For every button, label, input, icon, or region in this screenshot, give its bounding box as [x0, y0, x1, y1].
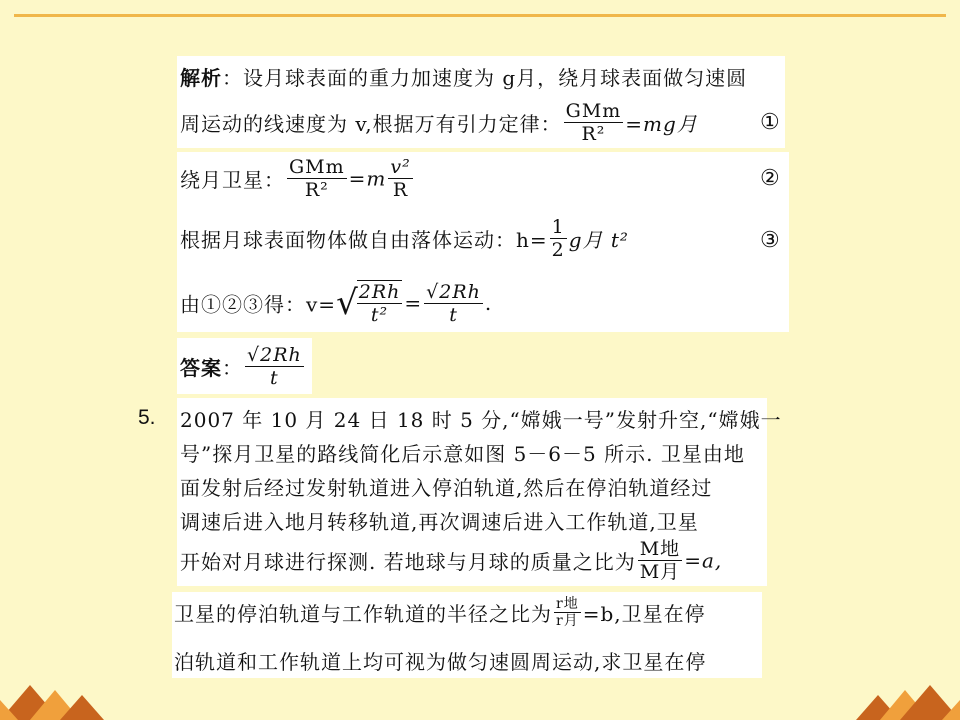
question-number: 5. — [138, 406, 156, 429]
question-line-3: 面发射后经过发射轨道进入停泊轨道,然后在停泊轨道经过 — [180, 476, 713, 500]
fraction-numerator: 1 — [551, 216, 565, 238]
question-line-6-text: 卫星的停泊轨道与工作轨道的半径之比为 — [174, 602, 552, 626]
solution-line-5-eq: = — [404, 291, 423, 315]
gravity-fraction-1 — [564, 100, 624, 145]
question-line-2: 号”探月卫星的路线简化后示意如图 5－6－5 所示. 卫星由地 — [180, 442, 745, 466]
sqrt-fraction — [357, 280, 403, 326]
solution-line-1 — [180, 62, 747, 91]
question-line-5-rhs: =a, — [684, 548, 723, 573]
question-line-6 — [174, 596, 706, 629]
fraction-numerator: GMm — [289, 156, 345, 178]
answer-line — [180, 344, 306, 389]
question-line-6-rhs: =b,卫星在停 — [582, 602, 706, 626]
fraction-denominator: t — [270, 367, 279, 389]
top-accent-line — [14, 14, 946, 17]
fraction-denominator: 2 — [551, 239, 565, 261]
fraction-numerator: v² — [390, 156, 411, 178]
fraction-numerator: 2Rh — [358, 281, 401, 303]
solution-line-5-end: . — [484, 291, 493, 315]
fraction-denominator: t² — [370, 304, 389, 326]
question-line-7: 泊轨道和工作轨道上均可视为做匀速圆周运动,求卫星在停 — [174, 650, 707, 674]
solution-line-3-mid: =m — [348, 166, 387, 191]
fraction-numerator: GMm — [565, 100, 622, 122]
corner-decoration-left — [0, 660, 120, 720]
equation-mark-1: ① — [760, 110, 780, 135]
answer-colon: ： — [222, 356, 243, 380]
fraction-denominator: R — [392, 179, 409, 201]
question-line-5 — [180, 538, 722, 583]
sqrt-expression — [336, 280, 404, 326]
solution-line-4 — [180, 216, 629, 261]
solution-line-5-text: 由①②③得：v= — [180, 292, 337, 317]
solution-line-3 — [180, 156, 415, 201]
fraction-numerator: √2Rh — [426, 280, 481, 303]
half-fraction — [550, 216, 567, 261]
solution-line-2 — [180, 100, 698, 145]
solution-line-1-text: ：设月球表面的重力加速度为 g月，绕月球表面做匀速圆 — [222, 66, 748, 90]
result-fraction — [424, 281, 483, 326]
question-line-5-text: 开始对月球进行探测. 若地球与月球的质量之比为 — [180, 550, 636, 574]
answer-label: 答案 — [180, 356, 222, 380]
solution-line-5 — [180, 280, 492, 326]
fraction-denominator: R² — [304, 179, 329, 201]
fraction-denominator: r月 — [556, 613, 579, 629]
fraction-denominator: t — [449, 303, 458, 326]
fraction-numerator: r地 — [556, 596, 579, 612]
corner-decoration-right — [840, 660, 960, 720]
fraction-denominator: M月 — [639, 561, 681, 583]
solution-line-4-rhs: g月 t² — [568, 228, 629, 252]
question-line-1: 2007 年 10 月 24 日 18 时 5 分,“嫦娥一号”发射升空,“嫦娥一 — [180, 408, 782, 432]
solution-line-2-rhs: =mg月 — [625, 112, 698, 136]
mass-ratio-fraction — [638, 538, 682, 583]
solution-label: 解析 — [180, 66, 222, 90]
fraction-denominator: R² — [581, 123, 606, 145]
equation-mark-2: ② — [760, 166, 780, 191]
radius-ratio-fraction — [554, 596, 581, 629]
fraction-numerator: √2Rh — [247, 344, 302, 366]
velocity-fraction — [388, 156, 412, 201]
solution-line-4-text: 根据月球表面物体做自由落体运动：h= — [180, 228, 548, 252]
gravity-fraction-2 — [287, 156, 347, 201]
question-line-4: 调速后进入地月转移轨道,再次调速后进入工作轨道,卫星 — [180, 510, 699, 534]
equation-mark-3: ③ — [760, 228, 780, 253]
radical-sign-icon: √ — [336, 283, 359, 323]
solution-line-2-text: 周运动的线速度为 v,根据万有引力定律： — [180, 112, 562, 136]
solution-line-3-text: 绕月卫星： — [180, 168, 285, 192]
fraction-numerator: M地 — [639, 538, 681, 560]
answer-fraction — [245, 344, 304, 389]
